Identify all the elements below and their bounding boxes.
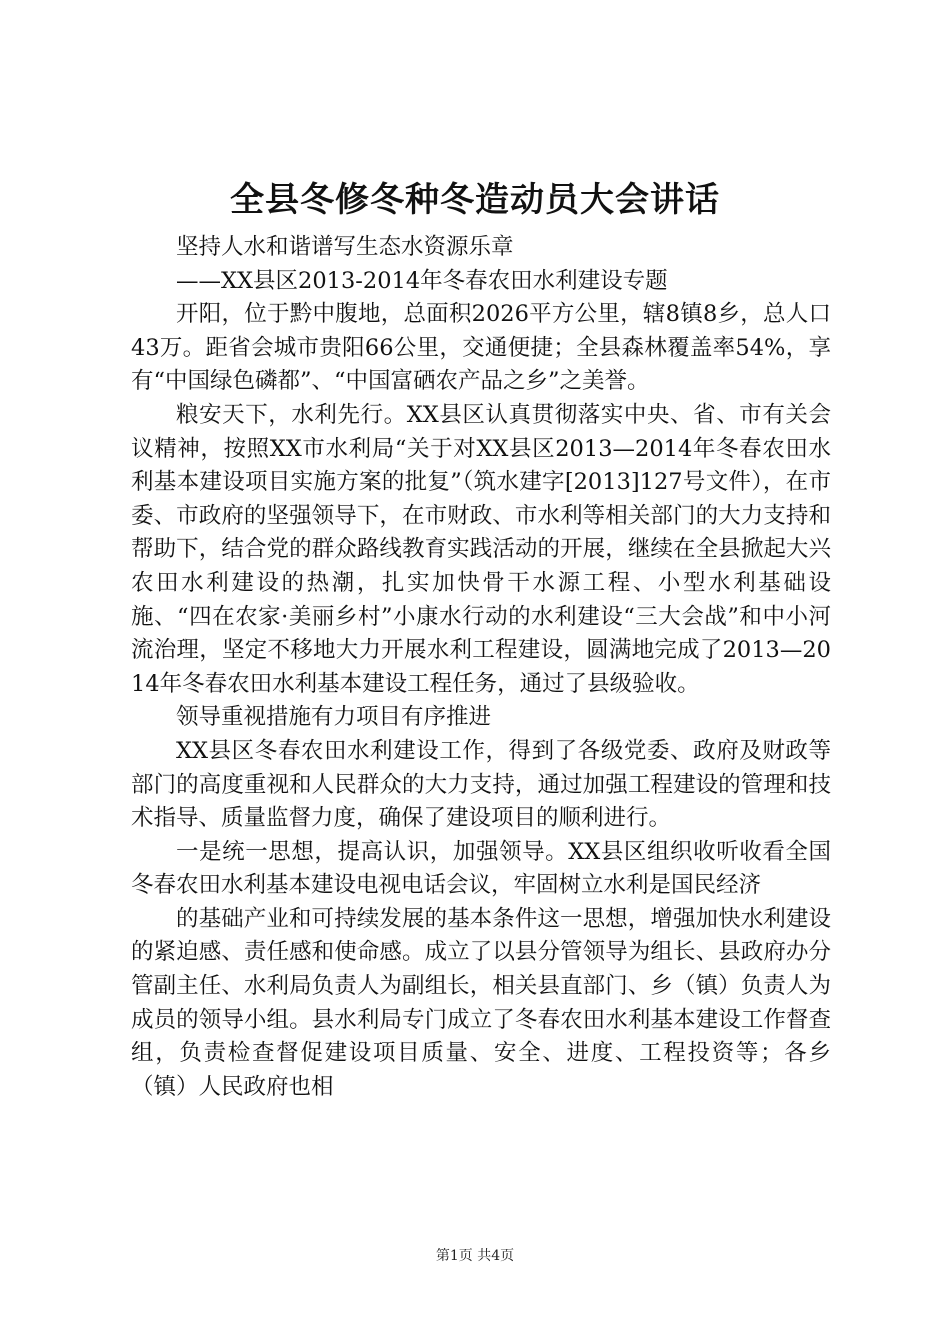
section-heading: 领导重视措施有力项目有序推进 (176, 704, 492, 731)
document-body (131, 231, 831, 1104)
document-title: 全县冬修冬种冬造动员大会讲话 (230, 180, 720, 220)
body-paragraph: 一是统一思想，提高认识，加强领导。XX县区组织收听收看全国冬春农田水利基本建设电视电话会议，牢固树立水利是国民经济 (131, 838, 831, 899)
body-paragraph: 的基础产业和可持续发展的基本条件这一思想，增强加快水利建设的紧迫感、责任感和使命感。成立了以县分管领导为组长、县政府办分管副主任、水利局负责人为副组长，相关县直部门、乡（镇）负责人为成员的领导小组。县水利局专门成立了冬春农田水利基本建设工作督查组，负责检查督促建设项目质量、安全、进度、工程投资等；各乡（镇）人民政府也相 (131, 905, 831, 1100)
page-number-footer: 第1页 共4页 (435, 1248, 515, 1264)
body-paragraph: XX县区冬春农田水利建设工作，得到了各级党委、政府及财政等部门的高度重视和人民群众的大力支持，通过加强工程建设的管理和技术指导、质量监督力度，确保了建设项目的顺利进行。 (131, 737, 831, 832)
subtitle-topic-paragraph: ——XX县区2013-2014年冬春农田水利建设专题 (176, 267, 668, 294)
subtitle-paragraph: 坚持人水和谐谱写生态水资源乐章 (176, 234, 514, 260)
body-paragraph: 开阳，位于黔中腹地，总面积2026平方公里，辖8镇8乡，总人口43万。距省会城市贵阳66公里，交通便捷；全县森林覆盖率54%，享有“中国绿色磷都”、“中国富硒农产品之乡”之美誉。 (131, 301, 831, 395)
body-paragraph: 粮安天下，水利先行。XX县区认真贯彻落实中央、省、市有关会议精神，按照XX市水利局“关于对XX县区2013—2014年冬春农田水利基本建设项目实施方案的批复”（筑水建字[2013]127号文件），在市委、市政府的坚强领导下，在市财政、市水利等相关部门的大力支持和帮助下，结合党的群众路线教育实践活动的开展，继续在全县掀起大兴农田水利建设的热潮，扎实加快骨干水源工程、小型水利基础设施、“四在农家·美丽乡村”小康水行动的水利建设“三大会战”和中小河流治理，坚定不移地大力开展水利工程建设，圆满地完成了2013—2014年冬春农田水利基本建设工程任务，通过了县级验收。 (131, 401, 831, 697)
